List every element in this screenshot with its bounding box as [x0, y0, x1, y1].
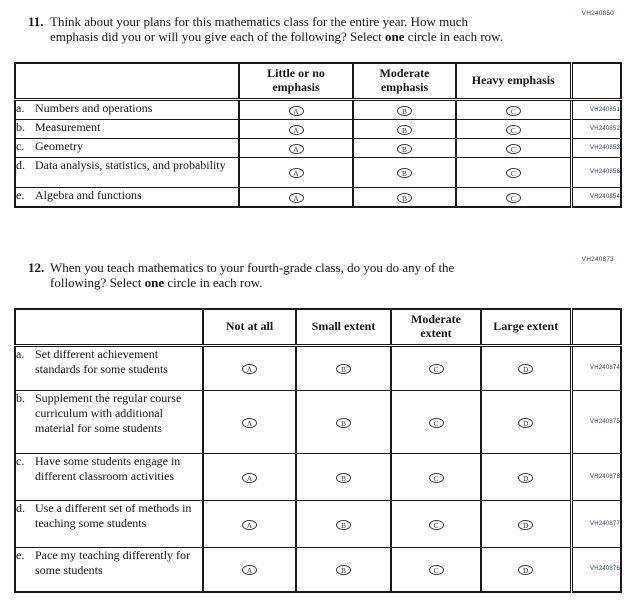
answer-bubble-a[interactable]: A: [289, 168, 304, 178]
answer-bubble-c[interactable]: C: [429, 565, 444, 575]
row-label: [15, 119, 239, 138]
row-code: VH240875: [571, 390, 621, 453]
answer-bubble-a[interactable]: A: [242, 473, 257, 483]
answer-bubble-c[interactable]: C: [506, 168, 521, 178]
question-11-code: VH240850: [581, 10, 614, 17]
row-label: [15, 547, 203, 592]
q11-response-grid: [14, 62, 622, 208]
answer-bubble-a[interactable]: A: [242, 520, 257, 530]
answer-cell: [296, 453, 391, 500]
answer-cell: [203, 500, 296, 547]
row-label: [15, 345, 203, 390]
row-label-text: Set different achievement standards for some students: [35, 346, 168, 376]
row-code: VH240878: [571, 453, 621, 500]
answer-bubble-b[interactable]: B: [397, 144, 412, 154]
answer-bubble-d[interactable]: D: [518, 364, 533, 374]
grid-row: [15, 157, 621, 187]
row-letter: d.: [16, 157, 25, 172]
answer-cell: [391, 390, 481, 453]
answer-cell: [391, 345, 481, 390]
row-label-text: Data analysis, statistics, and probability: [35, 157, 226, 172]
answer-cell: [456, 187, 571, 207]
answer-bubble-a[interactable]: A: [242, 364, 257, 374]
header-spacer-cell: [15, 309, 203, 345]
answer-cell: [239, 138, 353, 157]
row-label-text: Measurement: [35, 119, 101, 134]
answer-bubble-b[interactable]: B: [397, 125, 412, 135]
answer-bubble-c[interactable]: C: [429, 520, 444, 530]
column-header: Not at all: [203, 309, 296, 345]
column-header: Moderate emphasis: [353, 63, 456, 99]
row-label-text: Algebra and functions: [35, 187, 142, 202]
answer-cell: [353, 157, 456, 187]
column-header: Large extent: [481, 309, 571, 345]
row-letter: d.: [16, 500, 25, 515]
answer-cell: [203, 547, 296, 592]
q12-response-grid: [14, 308, 622, 593]
question-12-text: [50, 260, 454, 290]
header-row: [15, 309, 621, 345]
question-12-line2: following? Select: [50, 275, 145, 290]
answer-bubble-c[interactable]: C: [506, 106, 521, 116]
answer-cell: [391, 500, 481, 547]
question-12: [0, 256, 624, 290]
grid-row: [15, 547, 621, 592]
column-header: Heavy emphasis: [456, 63, 571, 99]
answer-cell: [239, 119, 353, 138]
question-11: [0, 10, 624, 44]
question-11-line2-end: circle in each row.: [404, 29, 503, 44]
row-code: VH240851: [571, 99, 621, 119]
question-12-code: VH240873: [581, 256, 614, 263]
question-11-body: [0, 10, 624, 44]
answer-cell: [481, 500, 571, 547]
row-code: VH240854: [571, 187, 621, 207]
answer-bubble-c[interactable]: C: [506, 144, 521, 154]
answer-cell: [456, 119, 571, 138]
question-12-line1: When you teach mathematics to your fourth-grade class, do you do any of the: [50, 260, 455, 275]
answer-cell: [239, 99, 353, 119]
grid-row: [15, 390, 621, 453]
code-spacer-cell: [571, 309, 621, 345]
row-code: VH240852: [571, 119, 621, 138]
question-11-text: [50, 14, 503, 44]
row-label: [15, 99, 239, 119]
answer-cell: [481, 390, 571, 453]
answer-cell: [203, 390, 296, 453]
row-label-text: Pace my teaching differently for some students: [35, 547, 191, 577]
answer-cell: [456, 99, 571, 119]
column-header: Small extent: [296, 309, 391, 345]
answer-bubble-c[interactable]: C: [506, 193, 521, 203]
question-12-bold-word: one: [144, 275, 165, 290]
answer-cell: [203, 453, 296, 500]
header-spacer-cell: [15, 63, 239, 99]
row-code: VH240853: [571, 138, 621, 157]
question-12-body: [0, 256, 624, 290]
answer-bubble-b[interactable]: B: [336, 473, 351, 483]
header-row: [15, 63, 621, 99]
row-letter: b.: [16, 390, 25, 405]
grid-row: [15, 453, 621, 500]
answer-cell: [239, 157, 353, 187]
grid-row: [15, 138, 621, 157]
answer-cell: [481, 547, 571, 592]
row-letter: e.: [16, 187, 25, 202]
row-label: [15, 187, 239, 207]
question-12-line2-end: circle in each row.: [164, 275, 263, 290]
answer-bubble-c[interactable]: C: [429, 364, 444, 374]
row-letter: a.: [16, 346, 25, 361]
answer-cell: [353, 138, 456, 157]
question-12-number: 12.: [28, 260, 45, 275]
answer-bubble-b[interactable]: B: [336, 520, 351, 530]
row-label-text: Numbers and operations: [35, 100, 153, 115]
question-11-line1: Think about your plans for this mathematics class for the entire year. How much: [50, 14, 469, 29]
answer-cell: [296, 390, 391, 453]
answer-cell: [353, 187, 456, 207]
answer-bubble-a[interactable]: A: [289, 125, 304, 135]
row-letter: b.: [16, 119, 25, 134]
answer-bubble-d[interactable]: D: [518, 418, 533, 428]
row-label-text: Geometry: [35, 138, 83, 153]
answer-bubble-d[interactable]: D: [518, 565, 533, 575]
row-letter: e.: [16, 547, 25, 562]
row-label-text: Supplement the regular course curriculum with additional material for some students: [35, 390, 182, 435]
answer-cell: [203, 345, 296, 390]
question-11-number: 11.: [28, 14, 44, 29]
row-label-text: Have some students engage in different classroom activities: [35, 453, 181, 483]
row-label-text: Use a different set of methods in teaching some students: [35, 500, 192, 530]
answer-bubble-d[interactable]: D: [518, 520, 533, 530]
grid-row: [15, 119, 621, 138]
answer-bubble-c[interactable]: C: [429, 473, 444, 483]
answer-bubble-a[interactable]: A: [289, 106, 304, 116]
answer-cell: [456, 157, 571, 187]
row-code: VH240876: [571, 547, 621, 592]
row-letter: a.: [16, 100, 25, 115]
answer-cell: [296, 345, 391, 390]
column-header: Moderate extent: [391, 309, 481, 345]
question-11-line2: emphasis did you or will you give each of the following? Select: [50, 29, 386, 44]
grid-row: [15, 345, 621, 390]
code-spacer-cell: [571, 63, 621, 99]
answer-bubble-b[interactable]: B: [397, 106, 412, 116]
answer-bubble-b[interactable]: B: [336, 418, 351, 428]
answer-cell: [481, 345, 571, 390]
row-code: VH240877: [571, 500, 621, 547]
grid-row: [15, 187, 621, 207]
answer-cell: [353, 119, 456, 138]
answer-cell: [391, 547, 481, 592]
row-letter: c.: [16, 453, 25, 468]
row-letter: c.: [16, 138, 25, 153]
answer-bubble-c[interactable]: C: [506, 125, 521, 135]
row-label: [15, 390, 203, 453]
column-header: Little or no emphasis: [239, 63, 353, 99]
answer-cell: [239, 187, 353, 207]
row-label: [15, 157, 239, 187]
answer-bubble-c[interactable]: C: [429, 418, 444, 428]
answer-bubble-a[interactable]: A: [242, 565, 257, 575]
row-code: VH240874: [571, 345, 621, 390]
answer-bubble-b[interactable]: B: [336, 565, 351, 575]
row-label: [15, 453, 203, 500]
row-label: [15, 500, 203, 547]
grid-row: [15, 99, 621, 119]
question-11-bold-word: one: [385, 29, 405, 44]
answer-bubble-b[interactable]: B: [336, 364, 351, 374]
row-label: [15, 138, 239, 157]
answer-cell: [296, 500, 391, 547]
grid-row: [15, 500, 621, 547]
answer-bubble-d[interactable]: D: [518, 473, 533, 483]
answer-bubble-a[interactable]: A: [242, 418, 257, 428]
answer-cell: [296, 547, 391, 592]
answer-bubble-b[interactable]: B: [397, 193, 412, 203]
answer-cell: [481, 453, 571, 500]
answer-bubble-a[interactable]: A: [289, 144, 304, 154]
answer-bubble-b[interactable]: B: [397, 168, 412, 178]
row-code: VH240856: [571, 157, 621, 187]
answer-cell: [353, 99, 456, 119]
answer-bubble-a[interactable]: A: [289, 193, 304, 203]
answer-cell: [391, 453, 481, 500]
answer-cell: [456, 138, 571, 157]
